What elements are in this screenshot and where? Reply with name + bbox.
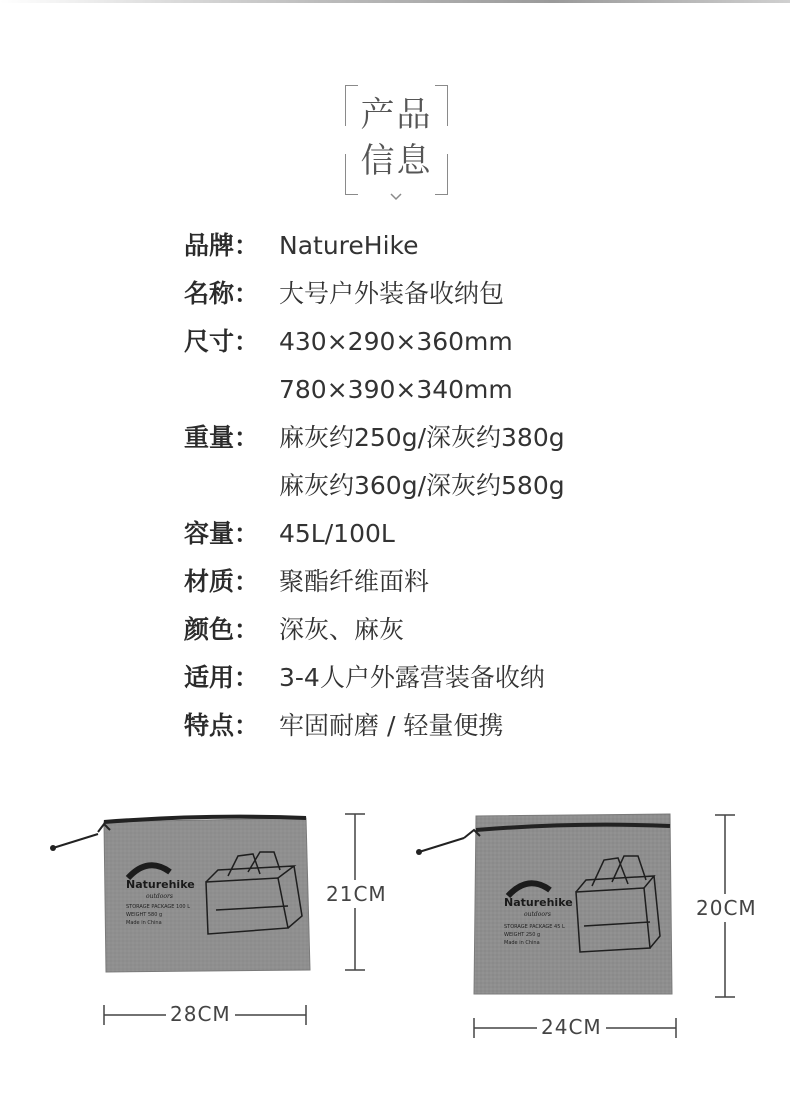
width-label-left: 28CM [166, 1002, 235, 1026]
width-label-right: 24CM [537, 1015, 606, 1039]
bag-illustration [48, 810, 313, 980]
spec-value: 3-4人户外露营装备收纳 [279, 663, 545, 692]
spec-row-color [184, 606, 744, 654]
spec-label: 重量： [184, 423, 260, 452]
spec-row-material [184, 558, 744, 606]
title-line-2: 信息 [360, 141, 433, 181]
spec-value: 深灰、麻灰 [279, 615, 405, 644]
spec-value: 麻灰约360g/深灰约580g [279, 471, 565, 500]
storage-bag-image-left [48, 810, 313, 980]
bag-brand-text: Naturehike [504, 896, 573, 909]
spec-row-weight [184, 414, 744, 510]
spec-row-capacity [184, 510, 744, 558]
storage-bag-image-right [414, 808, 679, 1000]
spec-row-brand [184, 222, 744, 270]
spec-value: 45L/100L [279, 519, 395, 548]
spec-value: 大号户外装备收纳包 [279, 279, 505, 308]
bag-tagline-text: outdoors [524, 911, 551, 918]
bag-label-line-2: WEIGHT 250 g [504, 932, 541, 938]
spec-value: 麻灰约250g/深灰约380g [279, 423, 565, 452]
bag-label-line-1: STORAGE PACKAGE 100 L [126, 904, 190, 910]
spec-row-feature [184, 702, 744, 750]
title-line-1: 产品 [360, 95, 433, 135]
spec-label: 材质： [184, 567, 260, 596]
bag-label-line-3: Made in China [126, 920, 162, 926]
spec-value: 牢固耐磨 / 轻量便携 [279, 711, 504, 740]
spec-label: 品牌： [184, 231, 260, 260]
spec-label: 颜色： [184, 615, 260, 644]
spec-label: 名称： [184, 279, 260, 308]
spec-value: 聚酯纤维面料 [279, 567, 430, 596]
spec-value: 430×290×360mm [279, 327, 513, 356]
spec-label: 容量： [184, 519, 260, 548]
height-label-right: 20CM [696, 896, 757, 920]
spec-label: 尺寸： [184, 327, 260, 356]
spec-row-size [184, 318, 744, 414]
spec-label: 适用： [184, 663, 260, 692]
bag-label-line-2: WEIGHT 580 g [126, 912, 163, 918]
chevron-down-icon [389, 190, 403, 204]
spec-list [184, 222, 744, 750]
bag-tagline-text: outdoors [146, 893, 173, 900]
section-title [345, 85, 448, 195]
bag-label-line-3: Made in China [504, 940, 540, 946]
top-divider [0, 0, 790, 3]
height-label-left: 21CM [326, 882, 387, 906]
spec-value: NatureHike [279, 231, 419, 260]
bag-illustration [414, 808, 679, 1000]
spec-value: 780×390×340mm [279, 375, 513, 404]
spec-row-name [184, 270, 744, 318]
spec-label: 特点： [184, 711, 260, 740]
bag-brand-text: Naturehike [126, 878, 195, 891]
spec-row-usage [184, 654, 744, 702]
bag-label-line-1: STORAGE PACKAGE 45 L [504, 924, 565, 930]
